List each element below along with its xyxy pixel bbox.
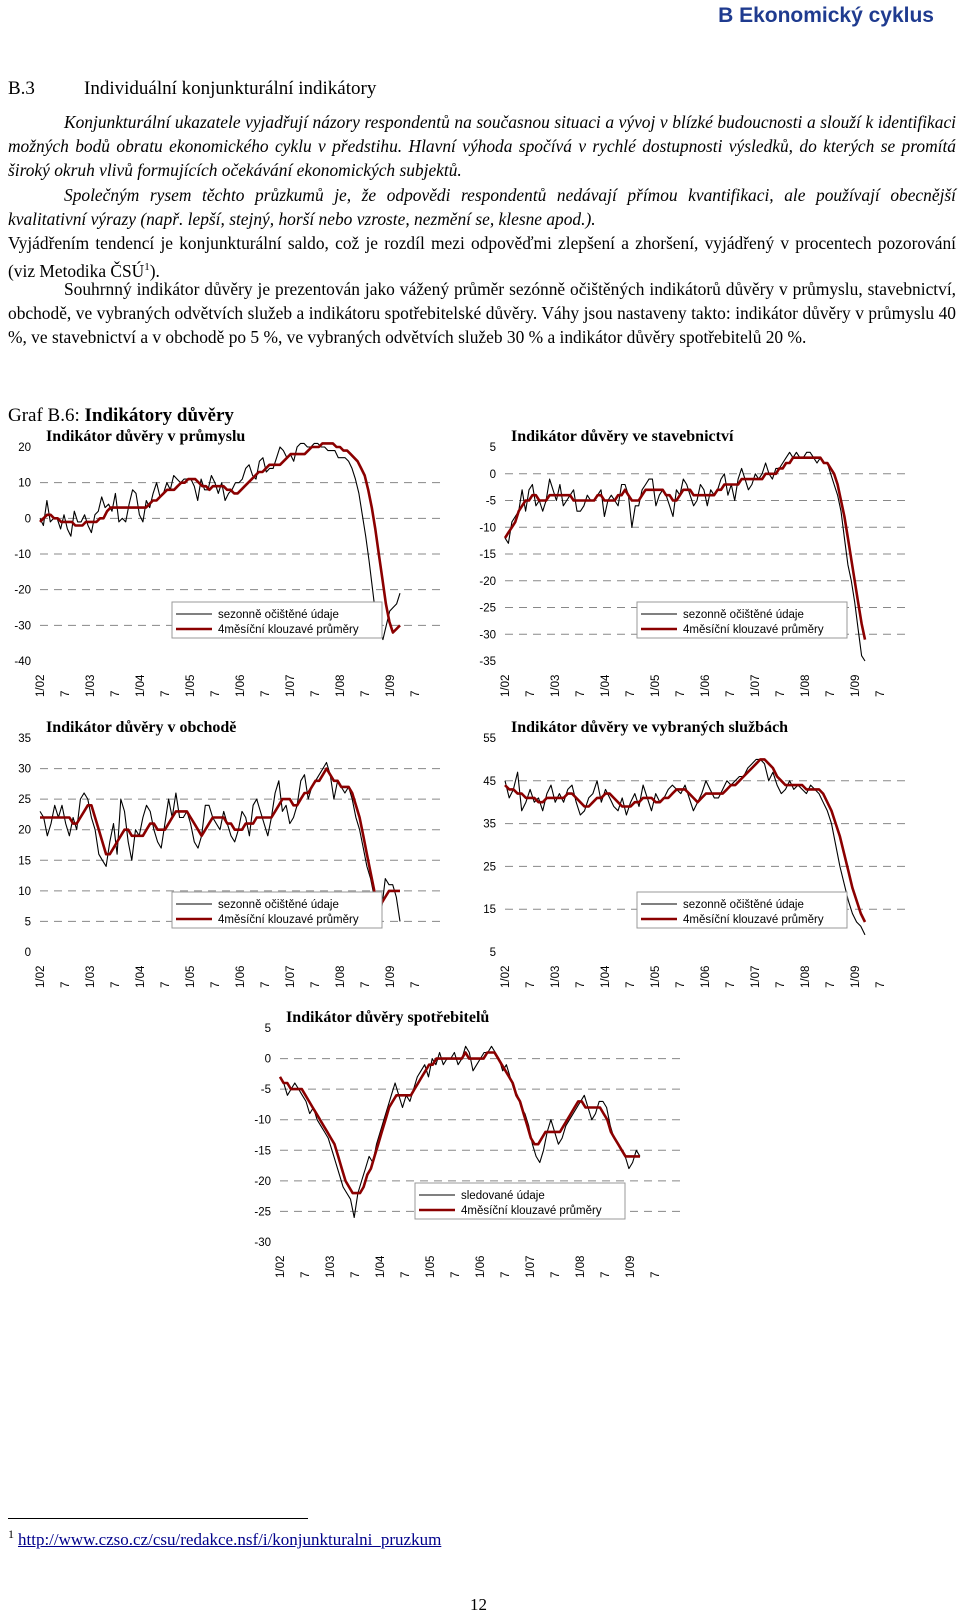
x-tick-label: 7 xyxy=(625,690,637,697)
x-tick-label: 7 xyxy=(775,690,787,697)
paragraph-3-end: ). xyxy=(149,260,160,281)
legend-label: 4měsíční klouzavé průměry xyxy=(683,914,824,926)
y-tick-label: -15 xyxy=(479,549,496,561)
x-tick-label: 7 xyxy=(210,690,222,697)
chart-title: Indikátor důvěry spotřebitelů xyxy=(286,1009,490,1026)
chart-title: Indikátor důvěry ve vybraných službách xyxy=(511,719,789,736)
x-tick-label: 7 xyxy=(400,1271,412,1278)
x-tick-label: 7 xyxy=(260,690,272,697)
x-tick-label: 1/03 xyxy=(85,965,97,988)
y-tick-label: 20 xyxy=(18,824,31,837)
y-tick-label: -15 xyxy=(254,1145,271,1158)
y-tick-label: 0 xyxy=(24,513,31,526)
x-tick-label: 1/09 xyxy=(850,965,862,988)
x-tick-label: 1/07 xyxy=(285,965,297,988)
x-tick-label: 1/08 xyxy=(335,965,347,988)
y-tick-label: 5 xyxy=(264,1023,271,1035)
x-tick-label: 1/08 xyxy=(800,965,812,988)
x-tick-label: 1/06 xyxy=(235,674,247,697)
y-tick-label: 20 xyxy=(18,442,31,454)
x-tick-label: 7 xyxy=(675,981,687,988)
chart-services-svg xyxy=(465,716,935,1006)
x-tick-label: 7 xyxy=(650,1271,662,1278)
chart-construction xyxy=(465,425,935,715)
x-tick-label: 7 xyxy=(875,690,887,697)
x-tick-label: 7 xyxy=(110,981,122,988)
x-tick-label: 1/02 xyxy=(35,674,47,697)
y-tick-label: 15 xyxy=(483,904,496,917)
y-tick-label: 35 xyxy=(483,818,496,831)
legend-label: 4měsíční klouzavé průměry xyxy=(218,914,359,926)
x-tick-label: 1/04 xyxy=(600,965,612,988)
chart-title: Indikátor důvěry v obchodě xyxy=(46,719,237,736)
chart-consumers xyxy=(240,1006,710,1296)
paragraph-2: Společným rysem těchto průzkumů je, že odpovědi respondentů nedávají přímou kvantifikaci, ale používají obecnější kvalitativní výrazy (např. lepší, stejný, horší nebo vzroste, nezmění se, klesne apod.). xyxy=(8,185,956,229)
series-line-moving-average xyxy=(40,769,400,904)
x-tick-label: 1/07 xyxy=(750,965,762,988)
y-tick-label: -35 xyxy=(479,656,496,668)
x-tick-label: 1/03 xyxy=(550,674,562,697)
y-tick-label: -30 xyxy=(14,620,31,633)
x-tick-label: 1/09 xyxy=(850,674,862,697)
y-tick-label: 30 xyxy=(18,763,31,776)
x-tick-label: 7 xyxy=(410,981,422,988)
x-tick-label: 1/07 xyxy=(525,1255,537,1278)
x-tick-label: 1/02 xyxy=(500,674,512,697)
x-tick-label: 1/07 xyxy=(750,674,762,697)
x-tick-label: 1/06 xyxy=(700,965,712,988)
x-tick-label: 7 xyxy=(360,981,372,988)
y-tick-label: 0 xyxy=(489,468,496,481)
x-tick-label: 1/04 xyxy=(600,674,612,697)
x-tick-label: 1/08 xyxy=(800,674,812,697)
x-tick-label: 7 xyxy=(160,981,172,988)
legend-label: sezonně očištěné údaje xyxy=(218,609,339,621)
paragraph-3 xyxy=(8,231,956,283)
legend-label: 4měsíční klouzavé průměry xyxy=(683,624,824,636)
graph-label: Graf B.6: xyxy=(8,405,85,426)
chart-industry xyxy=(0,425,470,715)
x-tick-label: 1/04 xyxy=(135,965,147,988)
x-tick-label: 7 xyxy=(825,981,837,988)
footnote-link[interactable]: http://www.czso.cz/csu/redakce.nsf/i/konjunkturalni_pruzkum xyxy=(18,1529,442,1549)
y-tick-label: 55 xyxy=(483,733,496,745)
footnote-number: 1 xyxy=(8,1527,14,1541)
x-tick-label: 1/06 xyxy=(235,965,247,988)
chart-industry-svg xyxy=(0,425,470,715)
x-tick-label: 1/03 xyxy=(325,1255,337,1278)
x-tick-label: 7 xyxy=(450,1271,462,1278)
footnote-divider xyxy=(8,1518,308,1519)
paragraph-3-text: Vyjádřením tendencí je konjunkturální saldo, což je rozdíl mezi odpověďmi zlepšení a zhoršení, vyjádřený v procentech pozorování (viz Metodika ČSÚ xyxy=(8,233,956,281)
x-tick-label: 7 xyxy=(300,1271,312,1278)
y-tick-label: -30 xyxy=(479,629,496,642)
y-tick-label: -40 xyxy=(14,656,31,668)
y-tick-label: -25 xyxy=(254,1206,271,1219)
legend-label: 4měsíční klouzavé průměry xyxy=(218,624,359,636)
page-number: 12 xyxy=(470,1595,487,1614)
graph-caption xyxy=(8,405,234,427)
x-tick-label: 7 xyxy=(310,981,322,988)
legend-label: sezonně očištěné údaje xyxy=(683,609,804,621)
x-tick-label: 7 xyxy=(410,690,422,697)
legend-label: sezonně očištěné údaje xyxy=(218,899,339,911)
x-tick-label: 1/08 xyxy=(575,1255,587,1278)
y-tick-label: 25 xyxy=(18,794,31,807)
x-tick-label: 1/03 xyxy=(85,674,97,697)
x-tick-label: 1/02 xyxy=(275,1255,287,1278)
footnote-ref: 1 xyxy=(144,261,150,273)
x-tick-label: 7 xyxy=(60,981,72,988)
chart-title: Indikátor důvěry v průmyslu xyxy=(46,428,246,445)
y-tick-label: 5 xyxy=(24,916,31,929)
x-tick-label: 1/05 xyxy=(185,965,197,988)
x-tick-label: 1/09 xyxy=(625,1255,637,1278)
y-tick-label: -20 xyxy=(479,575,496,588)
y-tick-label: -20 xyxy=(254,1175,271,1188)
y-tick-label: 10 xyxy=(18,477,31,490)
graph-title: Indikátory důvěry xyxy=(84,405,234,426)
x-tick-label: 7 xyxy=(725,981,737,988)
y-tick-label: -5 xyxy=(485,495,496,508)
chapter-header: B Ekonomický cyklus xyxy=(718,4,934,27)
x-tick-label: 7 xyxy=(675,690,687,697)
y-tick-label: 25 xyxy=(483,861,496,874)
x-tick-label: 1/06 xyxy=(700,674,712,697)
chart-title: Indikátor důvěry ve stavebnictví xyxy=(511,428,734,445)
x-tick-label: 1/02 xyxy=(500,965,512,988)
y-tick-label: 0 xyxy=(24,947,31,959)
x-tick-label: 7 xyxy=(160,690,172,697)
x-tick-label: 1/03 xyxy=(550,965,562,988)
paragraph-1: Konjunkturální ukazatele vyjadřují názory respondentů na současnou situaci a vývoj v blízké budoucnosti a slouží k identifikaci možných bodů obratu ekonomického cyklu v předstihu. Hlavní výhoda spočívá v rychlé dostupnosti výsledků, do kterých se promítá široký okruh vlivů formujících očekávání ekonomických subjektů. xyxy=(8,112,956,180)
x-tick-label: 7 xyxy=(775,981,787,988)
y-tick-label: 15 xyxy=(18,855,31,868)
y-tick-label: 35 xyxy=(18,733,31,745)
y-tick-label: -25 xyxy=(479,602,496,615)
x-tick-label: 7 xyxy=(875,981,887,988)
legend-label: sezonně očištěné údaje xyxy=(683,899,804,911)
x-tick-label: 7 xyxy=(260,981,272,988)
series-line-moving-average xyxy=(280,1053,640,1194)
x-tick-label: 7 xyxy=(550,1271,562,1278)
x-tick-label: 1/04 xyxy=(135,674,147,697)
x-tick-label: 1/05 xyxy=(650,965,662,988)
legend-label: sledované údaje xyxy=(461,1190,545,1202)
y-tick-label: -30 xyxy=(254,1237,271,1249)
y-tick-label: -20 xyxy=(14,584,31,597)
x-tick-label: 1/09 xyxy=(385,965,397,988)
y-tick-label: -10 xyxy=(479,522,496,535)
chart-construction-svg xyxy=(465,425,935,715)
y-tick-label: 5 xyxy=(489,947,496,959)
x-tick-label: 7 xyxy=(350,1271,362,1278)
x-tick-label: 7 xyxy=(210,981,222,988)
y-tick-label: -10 xyxy=(254,1114,271,1127)
y-tick-label: 5 xyxy=(489,442,496,454)
y-tick-label: 10 xyxy=(18,885,31,898)
footnote xyxy=(8,1527,441,1550)
x-tick-label: 1/05 xyxy=(425,1255,437,1278)
x-tick-label: 7 xyxy=(360,690,372,697)
x-tick-label: 1/06 xyxy=(475,1255,487,1278)
x-tick-label: 7 xyxy=(575,690,587,697)
x-tick-label: 7 xyxy=(625,981,637,988)
x-tick-label: 1/08 xyxy=(335,674,347,697)
x-tick-label: 7 xyxy=(600,1271,612,1278)
chart-consumers-svg xyxy=(240,1006,710,1296)
paragraph-4: Souhrnný indikátor důvěry je prezentován jako vážený průměr sezónně očištěných indikátorů důvěry v průmyslu, stavebnictví, obchodě, ve vybraných odvětvích služeb a indikátoru spotřebitelské důvěry. Váhy jsou nastaveny takto: indikátor důvěry v průmyslu 40 %, ve stavebnictví a v obchodě po 5 %, ve vybraných odvětvích služeb 30 % a indikátor důvěry spotřebitelů 20 %. xyxy=(8,279,956,347)
y-tick-label: 0 xyxy=(264,1053,271,1066)
x-tick-label: 7 xyxy=(575,981,587,988)
x-tick-label: 1/04 xyxy=(375,1255,387,1278)
x-tick-label: 1/07 xyxy=(285,674,297,697)
x-tick-label: 1/02 xyxy=(35,965,47,988)
y-tick-label: 45 xyxy=(483,775,496,788)
section-number: B.3 xyxy=(8,78,35,99)
y-tick-label: -5 xyxy=(260,1084,271,1097)
legend-label: 4měsíční klouzavé průměry xyxy=(461,1205,602,1217)
x-tick-label: 1/05 xyxy=(650,674,662,697)
chart-trade xyxy=(0,716,470,1006)
x-tick-label: 1/05 xyxy=(185,674,197,697)
x-tick-label: 7 xyxy=(110,690,122,697)
x-tick-label: 7 xyxy=(525,690,537,697)
section-title: Individuální konjunkturální indikátory xyxy=(84,78,377,99)
chart-trade-svg xyxy=(0,716,470,1006)
x-tick-label: 7 xyxy=(725,690,737,697)
x-tick-label: 7 xyxy=(825,690,837,697)
x-tick-label: 7 xyxy=(310,690,322,697)
x-tick-label: 7 xyxy=(500,1271,512,1278)
chart-services xyxy=(465,716,935,1006)
y-tick-label: -10 xyxy=(14,549,31,561)
x-tick-label: 7 xyxy=(525,981,537,988)
x-tick-label: 1/09 xyxy=(385,674,397,697)
x-tick-label: 7 xyxy=(60,690,72,697)
